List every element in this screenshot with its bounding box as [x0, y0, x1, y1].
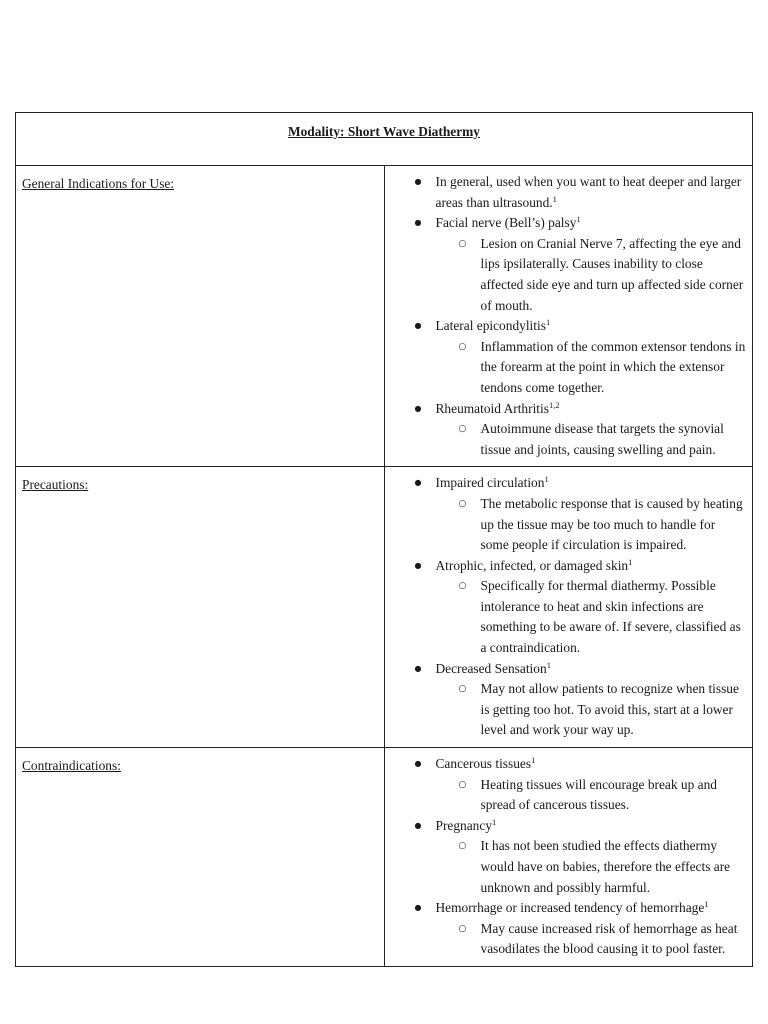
table-row-general-indications — [16, 166, 753, 467]
sub-list — [436, 919, 747, 960]
sub-list — [436, 419, 747, 460]
list-item: ● Lateral epicondylitis$^1$ ○ Inflammation of the common extensor tendons in the forearm at the point in which the extensor tendons come together. — [436, 316, 747, 398]
list-item: ● Atrophic, infected, or damaged skin$^1$ ○ Specifically for thermal diathermy. Possible intolerance to heat and skin infections are something to be aware of. If severe, classified as a contraindication. — [436, 556, 747, 659]
list-item: ● Impaired circulation$^1$ ○ The metabolic response that is caused by heating up the tissue may be too much to handle for some people if circulation is impaired. — [436, 473, 747, 555]
table-row-contraindications — [16, 748, 753, 967]
row-label-cell — [16, 748, 385, 967]
sub-list-item: ○ Lesion on Cranial Nerve 7, affecting the eye and lips ipsilaterally. Causes inability to close affected side eye and turn up affected side corner of mouth. — [481, 234, 747, 316]
row-content-cell — [384, 467, 753, 748]
title-cell — [16, 113, 753, 166]
list-item: ● Decreased Sensation$^1$ ○ May not allow patients to recognize when tissue is getting too hot. To avoid this, start at a lower level and work your way up. — [436, 659, 747, 741]
row-content-cell — [384, 166, 753, 467]
sub-list — [436, 576, 747, 658]
sub-list-item: ○ It has not been studied the effects diathermy would have on babies, therefore the effects are unknown and possibly harmful. — [481, 836, 747, 898]
row-label-cell — [16, 467, 385, 748]
sub-list — [436, 337, 747, 399]
sub-list-item: ○ Autoimmune disease that targets the synovial tissue and joints, causing swelling and pain. — [481, 419, 747, 460]
row-label-cell — [16, 166, 385, 467]
sub-list-item: ○ Heating tissues will encourage break up and spread of cancerous tissues. — [481, 775, 747, 816]
bullet-list — [385, 172, 747, 460]
list-item: ● In general, used when you want to heat deeper and larger areas than ultrasound.$^1$ — [436, 172, 747, 213]
table-row-precautions — [16, 467, 753, 748]
sub-list-item: ○ Inflammation of the common extensor tendons in the forearm at the point in which the extensor tendons come together. — [481, 337, 747, 399]
list-item: ● Hemorrhage or increased tendency of hemorrhage$^1$ ○ May cause increased risk of hemorrhage as heat vasodilates the blood causing it to pool faster. — [436, 898, 747, 960]
bullet-list — [385, 754, 747, 960]
row-label: General Indications for Use: — [22, 176, 175, 191]
row-label: Precautions: — [22, 477, 89, 493]
sub-list — [436, 234, 747, 316]
row-content-cell — [384, 748, 753, 967]
document-title: Modality: Short Wave Diathermy — [287, 124, 481, 139]
title-row — [16, 113, 753, 166]
sub-list-item: ○ Specifically for thermal diathermy. Possible intolerance to heat and skin infections are something to be aware of. If severe, classified as a contraindication. — [481, 576, 747, 658]
row-label: Contraindications: — [22, 758, 121, 774]
list-item: ● Pregnancy$^1$ ○ It has not been studied the effects diathermy would have on babies, therefore the effects are unknown and possibly harmful. — [436, 816, 747, 898]
list-item: ● Rheumatoid Arthritis$^{1,2}$ ○ Autoimmune disease that targets the synovial tissue and joints, causing swelling and pain. — [436, 399, 747, 461]
list-item: ● Cancerous tissues$^1$ ○ Heating tissues will encourage break up and spread of cancerous tissues. — [436, 754, 747, 816]
list-item: ● Facial nerve (Bell’s) palsy$^1$ ○ Lesion on Cranial Nerve 7, affecting the eye and lips ipsilaterally. Causes inability to close affected side eye and turn up affected side corner of mouth. — [436, 213, 747, 316]
sub-list — [436, 494, 747, 556]
bullet-list — [385, 473, 747, 741]
sub-list — [436, 775, 747, 816]
sub-list-item: ○ May not allow patients to recognize when tissue is getting too hot. To avoid this, start at a lower level and work your way up. — [481, 679, 747, 741]
sub-list-item: ○ May cause increased risk of hemorrhage as heat vasodilates the blood causing it to pool faster. — [481, 919, 747, 960]
sub-list-item: ○ The metabolic response that is caused by heating up the tissue may be too much to handle for some people if circulation is impaired. — [481, 494, 747, 556]
sub-list — [436, 836, 747, 898]
sub-list — [436, 679, 747, 741]
document-table — [15, 112, 753, 967]
